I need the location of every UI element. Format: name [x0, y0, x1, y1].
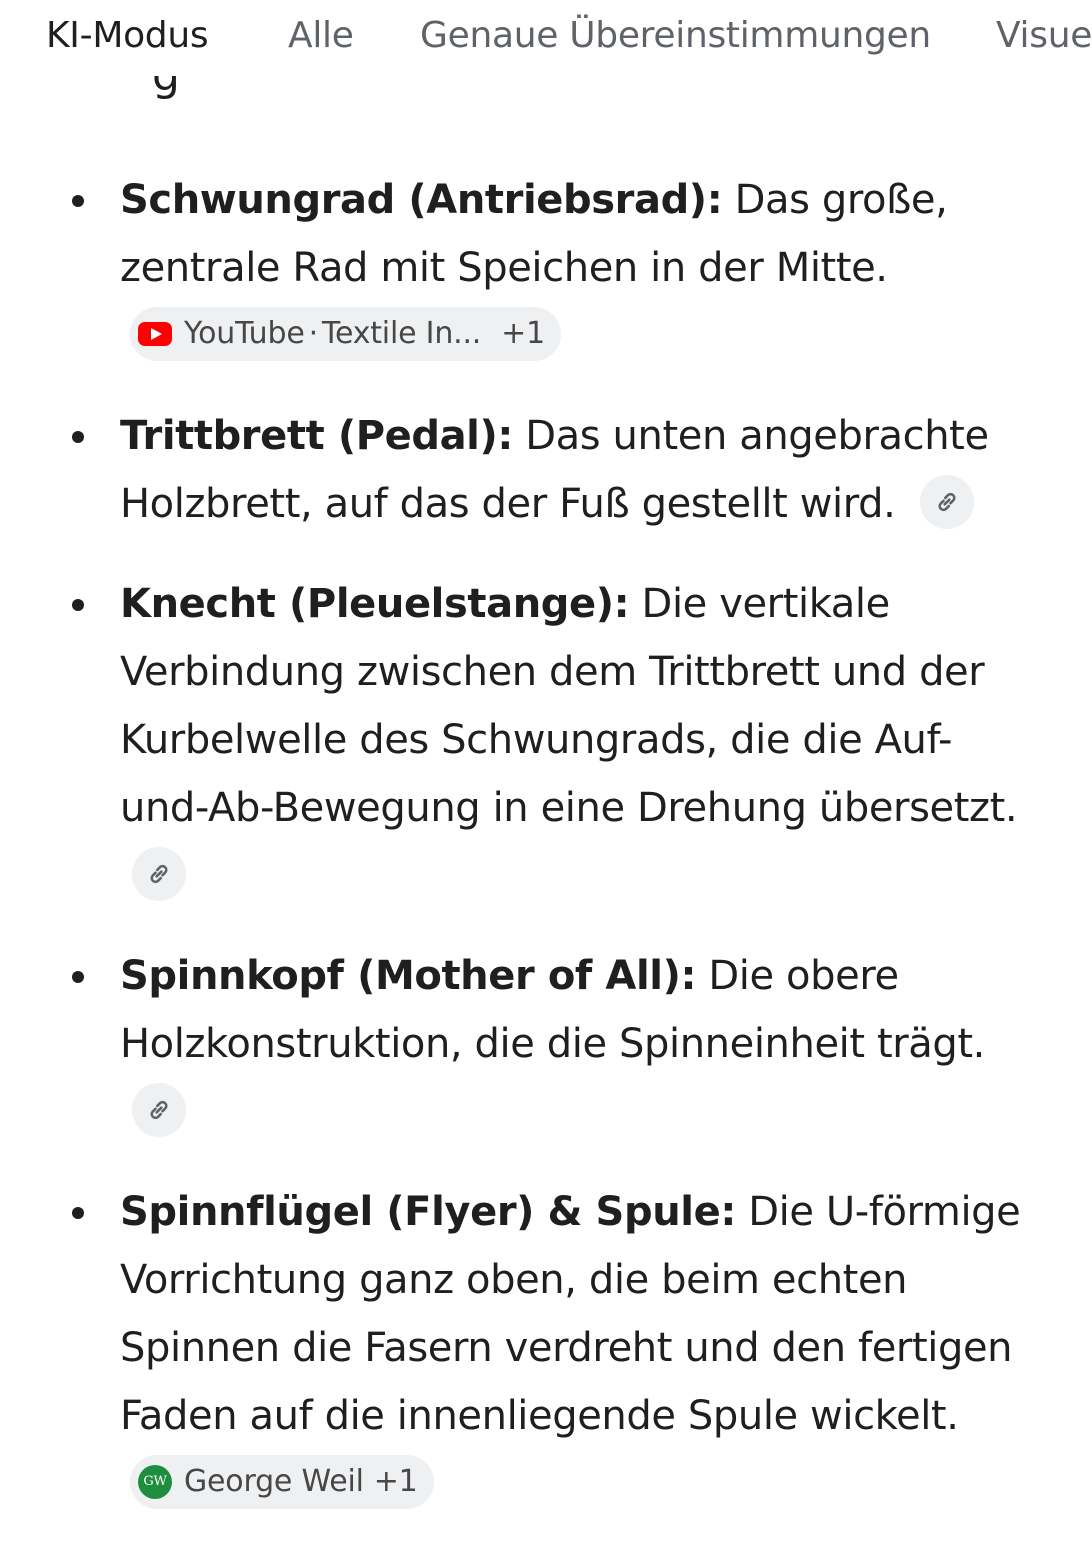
item-term: Schwungrad (Antriebsrad): [120, 177, 723, 223]
source-label: Textile In... [321, 316, 482, 351]
item-text: Die vertikale Verbindung zwischen dem Trittbrett und der Kurbelwelle des Schwungrads, die die Auf- und-Ab-Bewegung in eine Drehung übersetzt. [120, 581, 1018, 831]
item-term: Trittbrett (Pedal): [120, 413, 513, 459]
source-chip-youtube[interactable] [130, 307, 561, 361]
search-tabs [0, 0, 1092, 76]
source-link-button[interactable] [132, 847, 186, 901]
list-item [0, 570, 1080, 910]
item-text: Die U-förmige Vorrichtung ganz oben, die beim echten Spinnen die Fasern verdreht und den fertigen Faden auf die innenliegende Spule wickelt. [120, 1189, 1021, 1439]
tab-visuell[interactable]: Visue [996, 15, 1092, 56]
source-chip-george-weil[interactable] [130, 1455, 434, 1509]
item-text: Die obere Holzkonstruktion, die die Spinneinheit trägt. [120, 953, 985, 1067]
george-weil-avatar-icon: GW [138, 1465, 172, 1499]
link-icon [933, 488, 961, 516]
list-item [0, 166, 1080, 370]
item-term: Spinnflügel (Flyer) & Spule: [120, 1189, 736, 1235]
source-site: YouTube [184, 316, 305, 351]
youtube-icon [138, 322, 172, 346]
link-icon [145, 1096, 173, 1124]
source-separator: · [308, 316, 318, 351]
source-link-button[interactable] [132, 1083, 186, 1137]
list-item [0, 1178, 1080, 1518]
item-term: Spinnkopf (Mother of All): [120, 953, 697, 999]
list-item [0, 942, 1080, 1146]
link-icon [145, 860, 173, 888]
source-label: George Weil [184, 1464, 364, 1499]
source-extra-count: +1 [373, 1464, 418, 1499]
answer-content [0, 166, 1080, 1550]
source-extra-count: +1 [501, 316, 545, 351]
item-text: Das unten angebrachte Holzbrett, auf das der Fuß gestellt wird. [120, 413, 989, 527]
parts-list [0, 166, 1080, 1518]
tab-ki-modus[interactable]: KI-Modus [46, 15, 209, 56]
list-item [0, 402, 1080, 538]
tab-genaue-uebereinstimmungen[interactable]: Genaue Übereinstimmungen [420, 15, 931, 56]
item-text: Das große, zentrale Rad mit Speichen in der Mitte. [120, 177, 948, 291]
source-link-button[interactable] [920, 475, 974, 529]
tab-alle[interactable]: Alle [288, 15, 354, 56]
item-term: Knecht (Pleuelstange): [120, 581, 630, 627]
